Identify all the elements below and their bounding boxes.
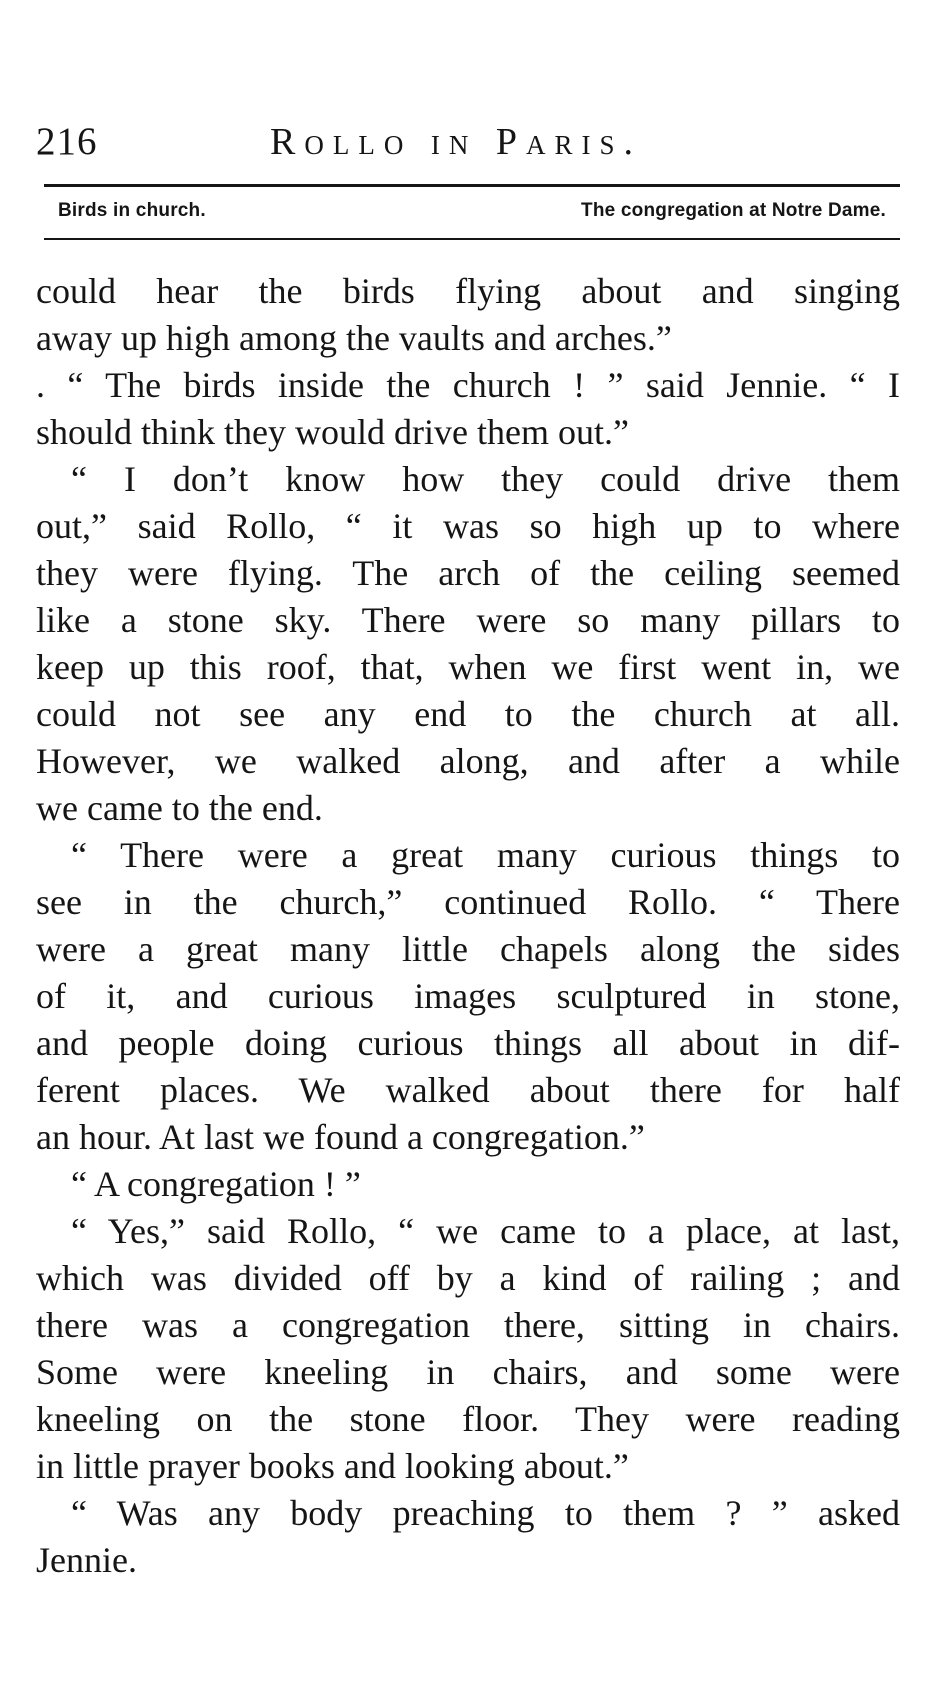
text-line: like a stone sky. There were so many pillars to bbox=[36, 600, 900, 640]
sidenote-right: The congregation at Notre Dame. bbox=[581, 200, 886, 221]
text-line: “ There were a great many curious things to bbox=[71, 835, 900, 875]
text-line: see in the church,” continued Rollo. “ There bbox=[36, 882, 900, 922]
text-line: “ Was any body preaching to them ? ” asked bbox=[71, 1493, 900, 1533]
text-line: “ A congregation ! ” bbox=[71, 1164, 361, 1204]
text-line: were a great many little chapels along the sides bbox=[36, 929, 900, 969]
text-line: . “ The birds inside the church ! ” said Jennie. “ I bbox=[36, 365, 900, 405]
header-rule-top bbox=[44, 184, 900, 187]
text-line: “ I don’t know how they could drive them bbox=[71, 459, 900, 499]
body-text bbox=[36, 268, 900, 1584]
text-line: out,” said Rollo, “ it was so high up to where bbox=[36, 506, 900, 546]
book-page bbox=[36, 0, 900, 1708]
book-title: Rollo in Paris. bbox=[270, 121, 642, 163]
text-line: which was divided off by a kind of railing ; and bbox=[36, 1258, 900, 1298]
text-line: keep up this roof, that, when we first went in, we bbox=[36, 647, 900, 687]
text-line: could hear the birds flying about and singing bbox=[36, 271, 900, 311]
text-line: kneeling on the stone floor. They were reading bbox=[36, 1399, 900, 1439]
text-line: away up high among the vaults and arches.” bbox=[36, 318, 672, 358]
text-line: of it, and curious images sculptured in stone, bbox=[36, 976, 900, 1016]
page-number: 216 bbox=[36, 120, 98, 163]
text-line: ferent places. We walked about there for half bbox=[36, 1070, 900, 1110]
running-head bbox=[36, 108, 900, 168]
text-line: Some were kneeling in chairs, and some were bbox=[36, 1352, 900, 1392]
sidenote-left: Birds in church. bbox=[58, 200, 206, 221]
text-line: in little prayer books and looking about.” bbox=[36, 1446, 629, 1486]
text-line: Jennie. bbox=[36, 1540, 137, 1580]
text-line: we came to the end. bbox=[36, 788, 323, 828]
text-line: “ Yes,” said Rollo, “ we came to a place, at last, bbox=[71, 1211, 900, 1251]
text-line: an hour. At last we found a congregation.” bbox=[36, 1117, 645, 1157]
text-line: should think they would drive them out.” bbox=[36, 412, 629, 452]
text-line: However, we walked along, and after a while bbox=[36, 741, 900, 781]
text-line: there was a congregation there, sitting in chairs. bbox=[36, 1305, 900, 1345]
header-rule-bottom bbox=[44, 238, 900, 240]
text-line: could not see any end to the church at all. bbox=[36, 694, 900, 734]
text-line: they were flying. The arch of the ceiling seemed bbox=[36, 553, 900, 593]
text-line: and people doing curious things all about in dif- bbox=[36, 1023, 900, 1063]
